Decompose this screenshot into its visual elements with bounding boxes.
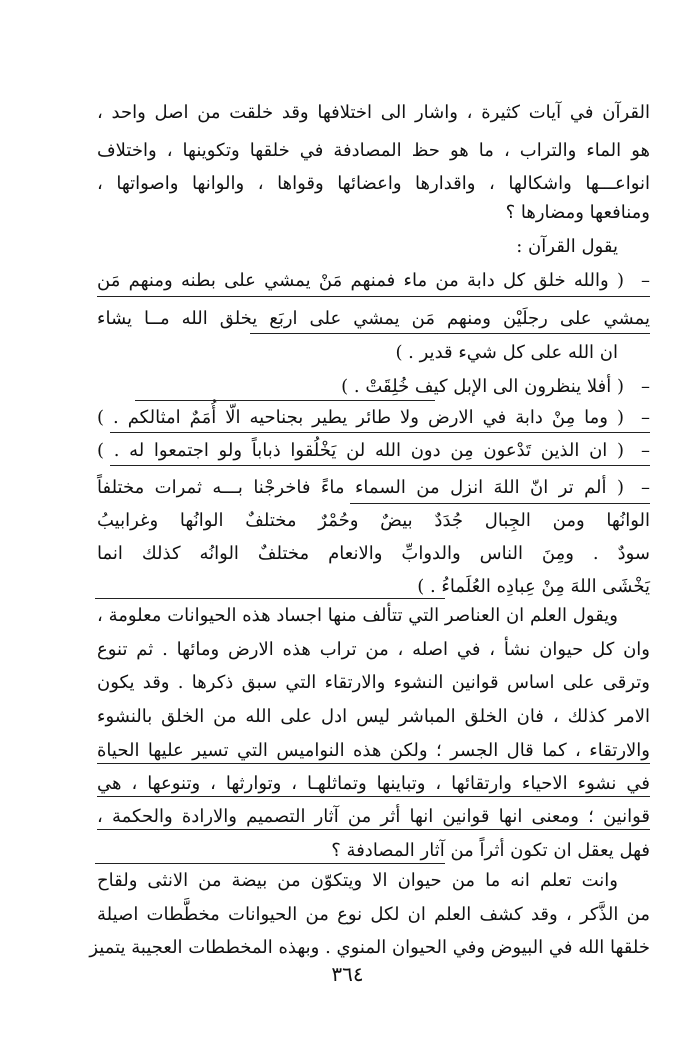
text-line-12: قوانين ؛ ومعنى انها قوانين انها أثر من آثار التصميم والارادة والحكمة ، [97,806,650,827]
text-line-7: وان كل حيوان نشأ ، في اصله ، من تراب هذه الارض ومائها . ثم تنوع [97,639,650,660]
quote-line-5 [97,405,650,431]
dash-marker: – [641,440,650,461]
page-number: ٣٦٤ [331,962,364,986]
underline-rule [250,333,650,334]
text-line-13: فهل يعقل ان تكون أثراً من آثار المصادفة ؟ [331,840,650,861]
underline-rule [95,863,445,864]
underline-rule [97,763,650,764]
underline-rule [95,598,445,599]
text-line-15: من الذَّكر ، وقد كشف العلم ان لكل نوع من الحيوانات مخطَّطات اصيلة [97,904,650,925]
text-line-2: هو الماء والتراب ، ما هو حظ المصادفة في خلقها وتكوينها ، واختلاف [97,140,650,161]
text-line-9: الامر كذلك ، فان الخلق المباشر ليس ادل على الله من الخلق بالنشوء [97,706,650,727]
dash-marker: – [641,376,650,397]
text-line-1: القرآن في آيات كثيرة ، واشار الى اختلافها وقد خلقت من اصل واحد ، [97,102,650,123]
text-line-6: ويقول العلم ان العناصر التي تتألف منها اجساد هذه الحيوانات معلومة ، [97,605,618,626]
quote-line-1 [97,268,650,294]
underline-rule [97,796,650,797]
quote-text: ( ان الذين تَدْعون مِن دون الله لن يَخْلُقوا ذباباً ولو اجتمعوا له . ) [97,440,624,461]
quote-text: ( ألم تر انّ اللهَ انزل من السماء ماءً فاخرجْنا بـــه ثمرات مختلفاً [97,477,624,498]
text-line-11: في نشوء الاحياء وارتقائها ، وتباينها وتماثلهـا ، وتوارثها ، وتنوعها ، هي [97,773,650,794]
text-line-10: والارتقاء ، كما قال الجسر ؛ ولكن هذه النواميس التي تسير عليها الحياة [97,740,650,761]
quote-line-4 [97,374,650,400]
text-line-4: ومنافعها ومضارها ؟ [505,202,650,223]
quote-text: ( أفلا ينظرون الى الإبل كيف خُلِقَتْ . ) [341,376,624,397]
text-line-3: انواعـــها واشكالها ، واقدارها واعضائها وقواها ، والوانها واصواتها ، [97,173,650,194]
text-line-8: وترقى على اساس قوانين النشوء والارتقاء التي سبق ذكرها . وقد يكون [97,672,650,693]
underline-rule [97,296,650,297]
text-line-5: يقول القرآن : [516,236,618,257]
underline-rule [135,400,435,401]
quote-text: ( والله خلق كل دابة من ماء فمنهم مَنْ يمشي على بطنه ومنهم مَن [97,270,624,291]
dash-marker: – [641,407,650,428]
dash-marker: – [641,270,650,291]
quote-line-8: الوانُها ومن الجِبال جُدَدٌ بيضٌ وحُمْرٌ مختلفٌ الوانُها وغرابيبُ [97,510,650,531]
quote-line-7 [97,475,650,501]
quote-line-10: يَخْشَى اللهَ مِنْ عِبادِه العُلَماءُ . ) [417,576,650,597]
underline-rule [350,503,650,504]
quote-text: ( وما مِنْ دابة في الارض ولا طائر يطير بجناحيه الّا أُمَمٌ امثالكم . ) [97,407,624,428]
underline-rule [97,829,650,830]
underline-rule [110,465,650,466]
quote-line-2: يمشي على رجلَيْن ومنهم مَن يمشي على اربَع يخلق الله مــا يشاء [97,308,650,329]
quote-line-3: ان الله على كل شيء قدير . ) [395,342,618,363]
quote-line-6 [97,438,650,464]
dash-marker: – [641,477,650,498]
underline-rule [110,432,650,433]
text-line-16: خلقها الله في البيوض وفي الحيوان المنوي . وبهذه المخططات العجيبة يتميز [89,937,650,958]
text-line-14: وانت تعلم انه ما من حيوان الا ويتكوّن من بيضة من الانثى ولقاح [97,870,618,891]
quote-line-9: سودٌ . ومِنَ الناس والدوابِّ والانعام مختلفٌ الوانُه كذلك انما [97,543,650,564]
